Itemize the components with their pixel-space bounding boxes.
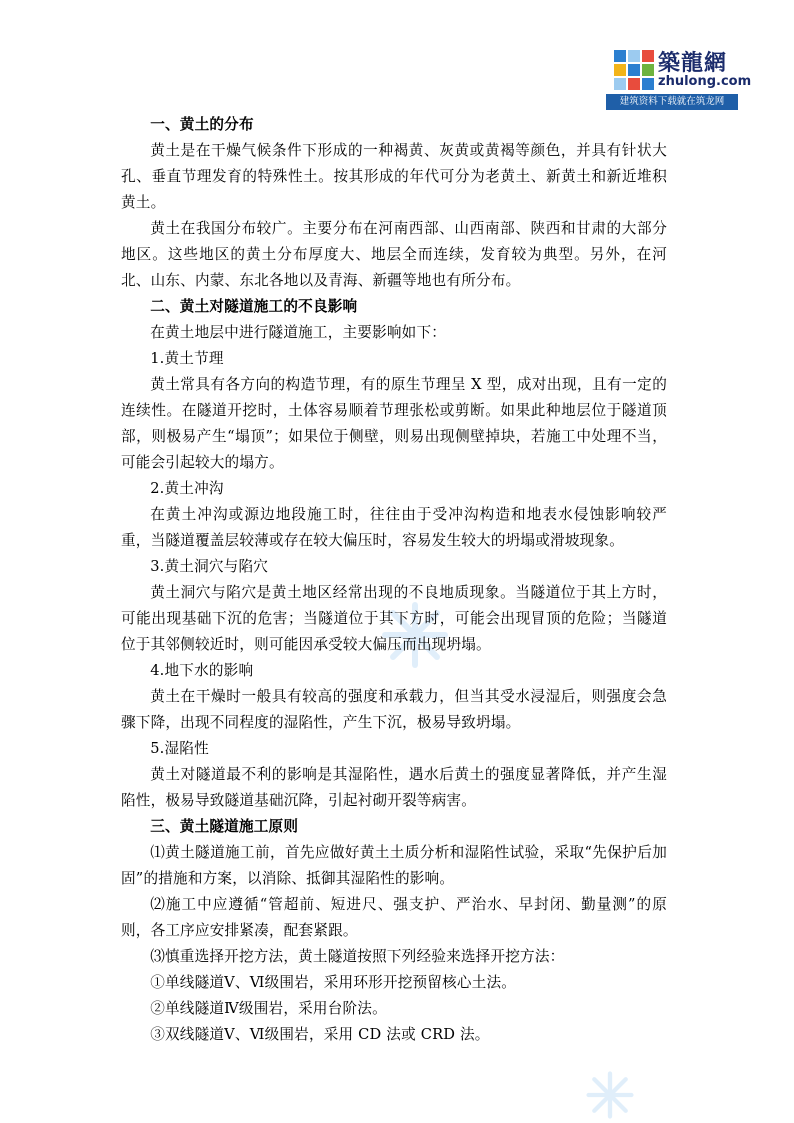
subheading: 5.湿陷性 [150, 740, 209, 757]
paragraph: 黄土常具有各方向的构造节理，有的原生节理呈 X 型，成对出现，且有一定的连续性。在隧道开挖时，土体容易顺着节理张松或剪断。如果此种地层位于隧道顶部，则极易产生“塌顶”；如果位于侧壁，则易出现侧壁掉块，若施工中处理不当，可能会引起较大的塌方。 [121, 376, 667, 471]
subheading: 3.黄土洞穴与陷穴 [150, 558, 269, 575]
subheading: 1.黄土节理 [150, 350, 224, 367]
logo-url: zhulong.com [658, 74, 752, 89]
section-heading: 二、黄土对隧道施工的不良影响 [150, 298, 358, 315]
zhulong-logo [606, 44, 752, 112]
watermark-snowflake-icon [585, 1070, 635, 1120]
paragraph: 黄土在我国分布较广。主要分布在河南西部、山西南部、陕西和甘肃的大部分地区。这些地区的黄土分布厚度大、地层全而连续，发育较为典型。另外，在河北、山东、内蒙、东北各地以及青海、新疆等地也有所分布。 [121, 220, 667, 289]
section-heading: 三、黄土隧道施工原则 [150, 818, 299, 835]
paragraph: ⑴黄土隧道施工前，首先应做好黄土土质分析和湿陷性试验，采取“先保护后加固”的措施和方案，以消除、抵御其湿陷性的影响。 [121, 844, 667, 887]
paragraph: 在黄土地层中进行隧道施工，主要影响如下： [150, 324, 447, 341]
logo-name: 築龍網 [658, 50, 728, 76]
subheading: 4.地下水的影响 [150, 662, 254, 679]
list-item: ①单线隧道Ⅴ、Ⅵ级围岩，采用环形开挖预留核心土法。 [150, 974, 517, 991]
list-item: ③双线隧道Ⅴ、Ⅵ级围岩，采用 CD 法或 CRD 法。 [150, 1026, 490, 1043]
list-item: ②单线隧道Ⅳ级围岩，采用台阶法。 [150, 1000, 387, 1017]
paragraph: 在黄土冲沟或源边地段施工时，往往由于受冲沟构造和地表水侵蚀影响较严重，当隧道覆盖层较薄或存在较大偏压时，容易发生较大的坍塌或滑坡现象。 [121, 506, 667, 549]
paragraph: 黄土在干燥时一般具有较高的强度和承载力，但当其受水浸湿后，则强度会急骤下降，出现不同程度的湿陷性，产生下沉，极易导致坍塌。 [121, 688, 667, 731]
paragraph: 黄土洞穴与陷穴是黄土地区经常出现的不良地质现象。当隧道位于其上方时，可能出现基础下沉的危害；当隧道位于其下方时，可能会出现冒顶的危险；当隧道位于其邻侧较近时，则可能因承受较大偏压而出现坍塌。 [121, 584, 667, 653]
logo-slogan: 建筑资料下载就在筑龙网 [606, 94, 738, 110]
subheading: 2.黄土冲沟 [150, 480, 224, 497]
section-heading: 一、黄土的分布 [150, 116, 254, 133]
document-body [121, 112, 667, 1048]
paragraph: ⑶慎重选择开挖方法，黄土隧道按照下列经验来选择开挖方法： [150, 948, 565, 965]
paragraph: 黄土对隧道最不利的影响是其湿陷性，遇水后黄土的强度显著降低，并产生湿陷性，极易导致隧道基础沉降，引起衬砌开裂等病害。 [121, 766, 667, 809]
paragraph: ⑵施工中应遵循“管超前、短进尺、强支护、严治水、早封闭、勤量测”的原则，各工序应安排紧凑，配套紧跟。 [121, 896, 667, 939]
paragraph: 黄土是在干燥气候条件下形成的一种褐黄、灰黄或黄褐等颜色，并具有针状大孔、垂直节理发育的特殊性土。按其形成的年代可分为老黄土、新黄土和新近堆积黄土。 [121, 142, 667, 211]
zhulong-logo-icon [612, 48, 656, 92]
